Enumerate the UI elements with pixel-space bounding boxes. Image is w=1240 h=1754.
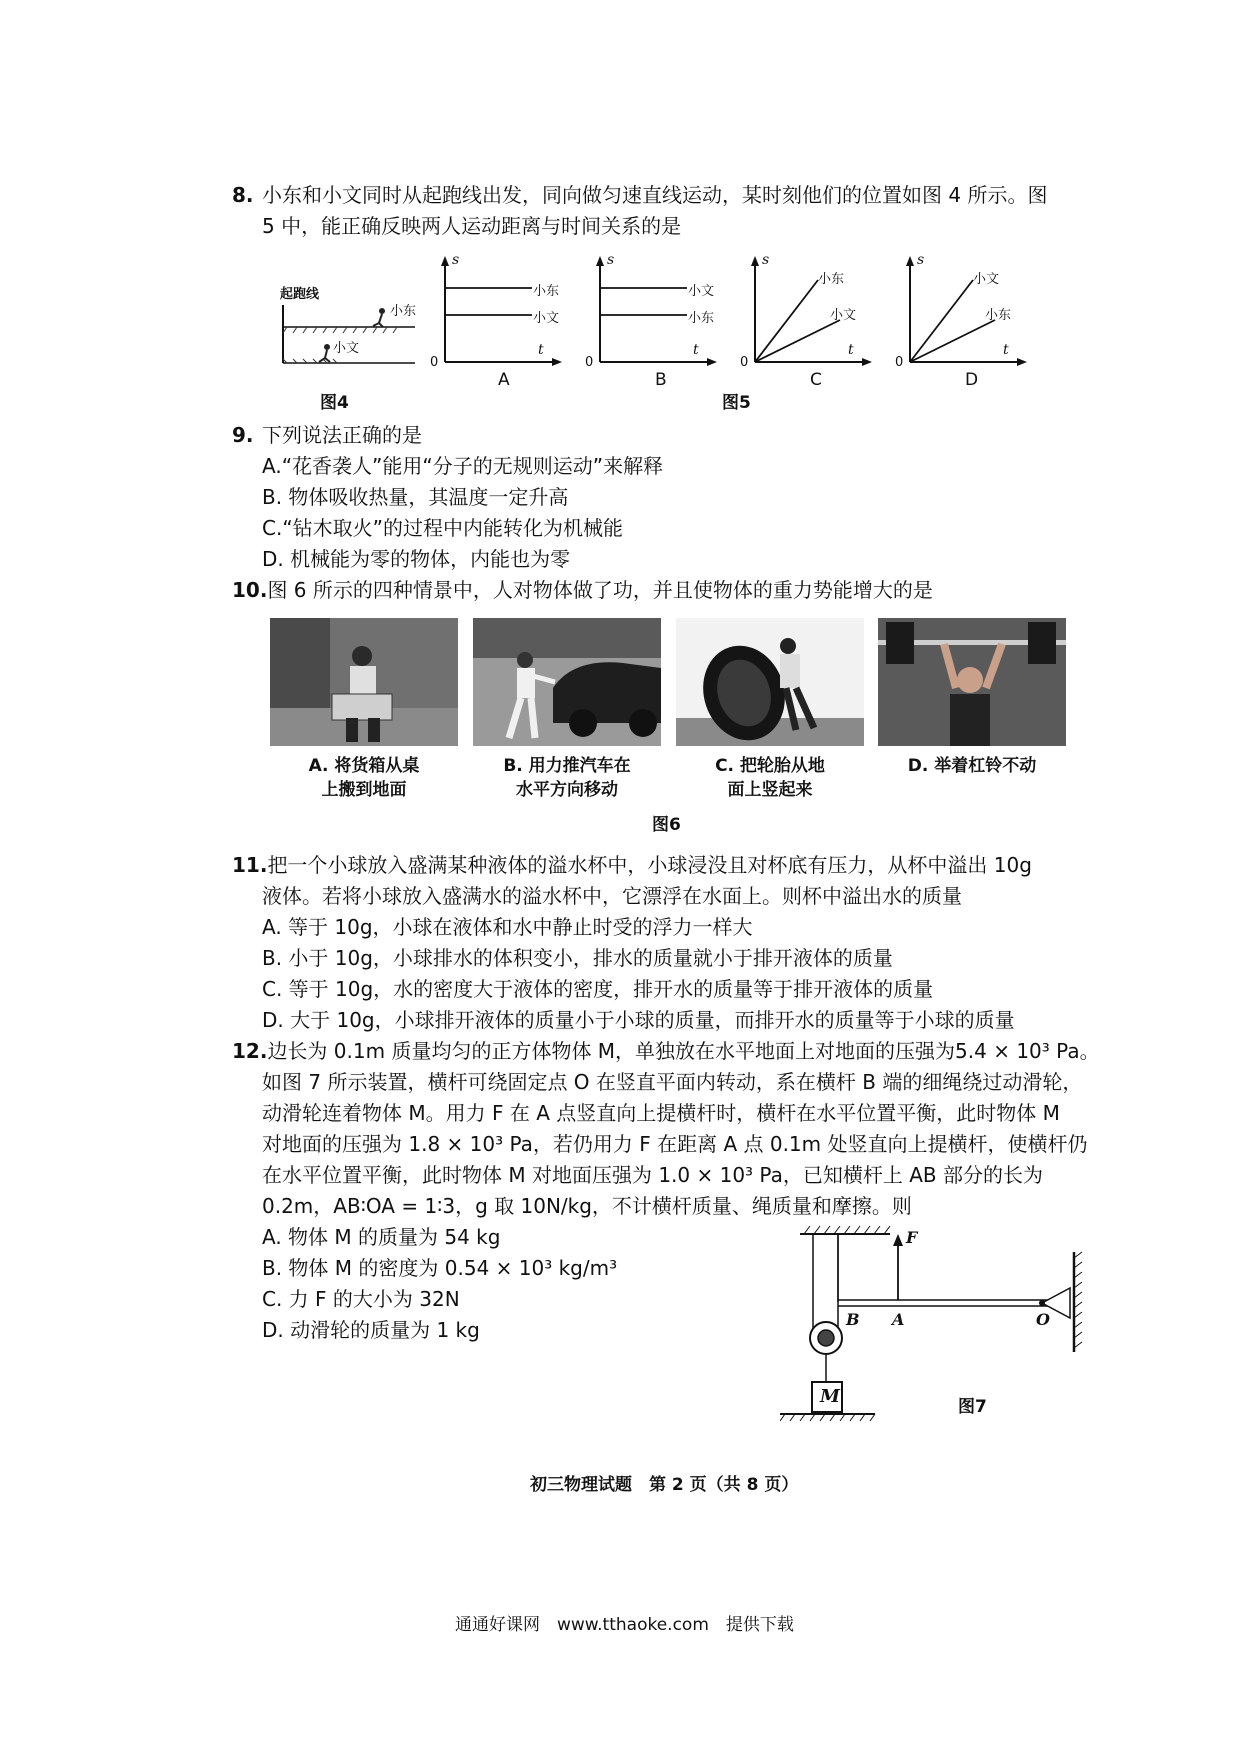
graph-d <box>885 250 1035 390</box>
question-stem-line5: 在水平位置平衡，此时物体 M 对地面压强为 1.0 × 10³ Pa，已知横杆上 AB 部分的长为 <box>262 1163 1043 1187</box>
graph-d-origin: 0 <box>895 355 904 370</box>
graph-a <box>420 250 570 390</box>
question-stem-line1: 小东和小文同时从起跑线出发，同向做匀速直线运动，某时刻他们的位置如图 4 所示。图 <box>262 183 1048 207</box>
graph-a-upper-label: 小东 <box>533 284 560 299</box>
question-stem-line1: 边长为 0.1m 质量均匀的正方体物体 M，单独放在水平地面上对地面的压强为5.4 × 10³ Pa。 <box>267 1039 1100 1063</box>
photo-a-moving-box <box>270 618 458 746</box>
graph-d-t-label: t <box>1003 342 1009 358</box>
photo-d-barbell <box>878 618 1066 746</box>
photo-c-caption-line1: C. 把轮胎从地 <box>715 756 825 776</box>
photo-a-caption-line1: A. 将货箱从桌 <box>308 756 420 776</box>
graph-c-letter: C <box>810 370 822 390</box>
graph-d-s-label: s <box>917 252 925 268</box>
point-a-label: A <box>892 1310 905 1329</box>
point-o-label: O <box>1036 1310 1050 1329</box>
photo-a-caption-line2: 上搬到地面 <box>321 780 407 800</box>
graph-b-t-label: t <box>693 342 699 358</box>
start-line-label: 起跑线 <box>280 287 320 302</box>
graph-a-t-label: t <box>538 342 544 358</box>
object-m-label: M <box>820 1386 840 1407</box>
question-stem: 下列说法正确的是 <box>262 423 422 447</box>
graph-a-lower-label: 小文 <box>533 311 560 326</box>
graph-c-t-label: t <box>848 342 854 358</box>
option-a: A. 物体 M 的质量为 54 kg <box>262 1225 501 1249</box>
person-lifting-box-icon <box>270 618 458 746</box>
option-b: B. 物体吸收热量，其温度一定升高 <box>262 485 569 509</box>
question-11 <box>232 850 1112 1036</box>
graph-d-upper-label: 小文 <box>973 272 1000 287</box>
photo-b-caption-line2: 水平方向移动 <box>516 780 618 800</box>
option-c: C.“钻木取火”的过程中内能转化为机械能 <box>262 516 624 540</box>
option-a: A. 等于 10g，小球在液体和水中静止时受的浮力一样大 <box>262 915 753 939</box>
graph-b <box>575 250 725 390</box>
graph-b-upper-label: 小文 <box>688 284 715 299</box>
graph-b-letter: B <box>655 370 667 390</box>
question-stem-line2: 如图 7 所示装置，横杆可绕固定点 O 在竖直平面内转动，系在横杆 B 端的细绳绕过动滑轮， <box>262 1070 1083 1094</box>
figure-5-caption: 图5 <box>722 393 751 413</box>
photo-d-caption-line1: D. 举着杠铃不动 <box>907 756 1037 776</box>
photo-c-tire <box>676 618 864 746</box>
option-b: B. 小于 10g，小球排水的体积变小，排水的质量就小于排开液体的质量 <box>262 946 893 970</box>
question-number: 11. <box>232 853 268 877</box>
figure-4 <box>275 255 425 365</box>
figure-7-caption: 图7 <box>958 1397 987 1417</box>
graph-a-origin: 0 <box>430 355 439 370</box>
option-c: C. 力 F 的大小为 32N <box>262 1287 460 1311</box>
photo-c-caption <box>676 754 864 802</box>
figure-4-caption: 图4 <box>320 393 349 413</box>
figure-5 <box>420 250 1100 390</box>
page-footer: 初三物理试题 第 2 页（共 8 页） <box>530 1475 799 1495</box>
option-b: B. 物体 M 的密度为 0.54 × 10³ kg/m³ <box>262 1256 618 1280</box>
question-stem-line4: 对地面的压强为 1.8 × 10³ Pa，若仍用力 F 在距离 A 点 0.1m 处竖直向上提横杆，使横杆仍 <box>262 1132 1088 1156</box>
photo-b-caption <box>473 754 661 802</box>
watermark: 通通好课网 www.tthaoke.com 提供下载 <box>455 1615 794 1635</box>
photo-b-pushing-car <box>473 618 661 746</box>
question-number: 9. <box>232 423 254 447</box>
person-lifting-tire-icon <box>676 618 864 746</box>
runner-wen-icon <box>319 344 330 362</box>
graph-d-axes <box>885 250 1035 390</box>
question-number: 8. <box>232 183 254 207</box>
graph-b-s-label: s <box>607 252 615 268</box>
option-d: D. 大于 10g，小球排开液体的质量小于小球的质量，而排开水的质量等于小球的质量 <box>262 1008 1015 1032</box>
question-9 <box>232 420 1112 575</box>
photo-a-caption <box>270 754 458 802</box>
question-stem-line6: 0.2m，AB∶OA = 1∶3，g 取 10N/kg，不计横杆质量、绳质量和摩擦。则 <box>262 1194 912 1218</box>
runner-east-icon <box>373 308 385 327</box>
photo-c-caption-line2: 面上竖起来 <box>727 780 813 800</box>
option-c: C. 等于 10g，水的密度大于液体的密度，排开水的质量等于排开液体的质量 <box>262 977 934 1001</box>
photo-b-caption-line1: B. 用力推汽车在 <box>503 756 631 776</box>
graph-c-axes <box>730 250 880 390</box>
graph-c-s-label: s <box>762 252 770 268</box>
runner-wen-label: 小文 <box>333 341 360 356</box>
question-stem-line2: 液体。若将小球放入盛满水的溢水杯中，它漂浮在水面上。则杯中溢出水的质量 <box>262 884 962 908</box>
question-number: 12. <box>232 1039 268 1063</box>
question-stem-line3: 动滑轮连着物体 M。用力 F 在 A 点竖直向上提横杆时，横杆在水平位置平衡，此时物体 M <box>262 1101 1060 1125</box>
weightlifter-icon <box>878 618 1066 746</box>
question-number: 10. <box>232 578 268 602</box>
lever-pulley-diagram <box>780 1222 1110 1442</box>
question-stem-line1: 把一个小球放入盛满某种液体的溢水杯中，小球浸没且对杯底有压力，从杯中溢出 10g <box>267 853 1032 877</box>
question-10 <box>232 575 1112 606</box>
point-b-label: B <box>846 1310 860 1329</box>
graph-d-lower-label: 小东 <box>985 308 1012 323</box>
graph-a-s-label: s <box>452 252 460 268</box>
person-pushing-car-icon <box>473 618 661 746</box>
figure-6-caption: 图6 <box>652 815 681 835</box>
graph-c <box>730 250 880 390</box>
option-d: D. 机械能为零的物体，内能也为零 <box>262 547 571 571</box>
graph-d-letter: D <box>965 370 979 390</box>
photo-d-caption <box>878 754 1066 778</box>
force-f-label: F <box>906 1228 918 1247</box>
graph-b-lower-label: 小东 <box>688 311 715 326</box>
option-d: D. 动滑轮的质量为 1 kg <box>262 1318 480 1342</box>
graph-c-lower-label: 小文 <box>830 308 857 323</box>
graph-a-letter: A <box>498 370 510 390</box>
graph-c-upper-label: 小东 <box>818 272 845 287</box>
figure-7 <box>780 1222 1110 1442</box>
option-a: A.“花香袭人”能用“分子的无规则运动”来解释 <box>262 454 664 478</box>
question-stem-line2: 5 中，能正确反映两人运动距离与时间关系的是 <box>262 214 682 238</box>
question-8 <box>232 180 1112 242</box>
question-stem: 图 6 所示的四种情景中，人对物体做了功，并且使物体的重力势能增大的是 <box>267 578 933 602</box>
graph-c-origin: 0 <box>740 355 749 370</box>
runner-east-label: 小东 <box>390 304 417 319</box>
graph-b-origin: 0 <box>585 355 594 370</box>
